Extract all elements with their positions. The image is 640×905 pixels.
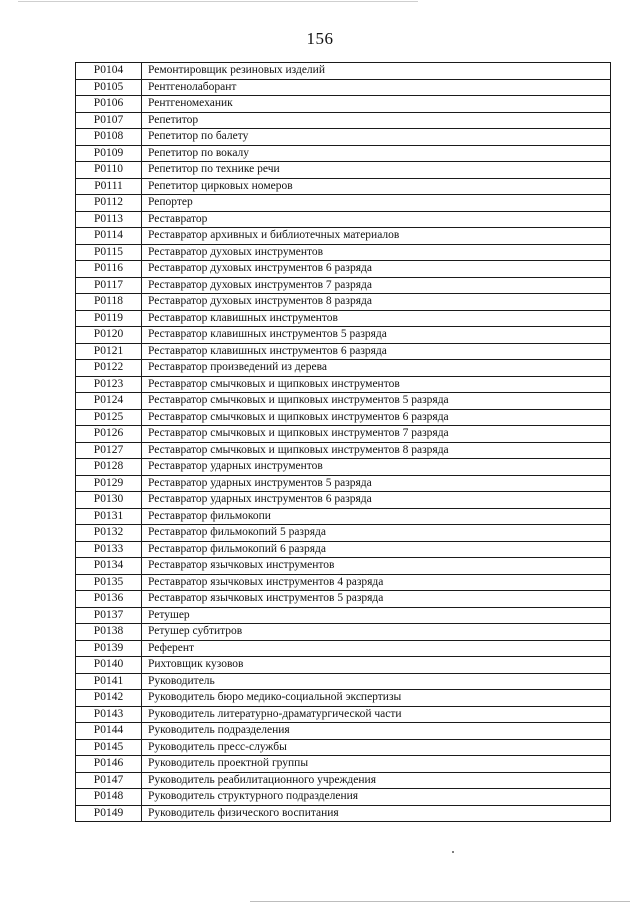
- table-row: [76, 624, 611, 641]
- occupation-name-cell: Референт: [142, 640, 611, 657]
- occupation-code-cell: P0142: [76, 690, 142, 707]
- occupation-code-cell: P0118: [76, 294, 142, 311]
- occupation-code-cell: P0139: [76, 640, 142, 657]
- occupation-code-cell: P0108: [76, 129, 142, 146]
- occupation-code-cell: P0128: [76, 459, 142, 476]
- occupation-name-cell: Реставратор клавишных инструментов: [142, 310, 611, 327]
- table-row: [76, 492, 611, 509]
- occupation-code-cell: P0120: [76, 327, 142, 344]
- occupation-code-cell: P0126: [76, 426, 142, 443]
- table-row: [76, 96, 611, 113]
- occupation-name-cell: Руководитель проектной группы: [142, 756, 611, 773]
- table-row: [76, 558, 611, 575]
- occupation-code-cell: P0135: [76, 574, 142, 591]
- occupation-name-cell: Ремонтировщик резиновых изделий: [142, 63, 611, 80]
- occupation-name-cell: Реставратор смычковых и щипковых инструментов 8 разряда: [142, 442, 611, 459]
- occupation-name-cell: Ретушер субтитров: [142, 624, 611, 641]
- occupation-name-cell: Ретушер: [142, 607, 611, 624]
- occupation-name-cell: Рихтовщик кузовов: [142, 657, 611, 674]
- occupation-code-cell: P0125: [76, 409, 142, 426]
- table-row: [76, 508, 611, 525]
- occupation-name-cell: Реставратор ударных инструментов 5 разряда: [142, 475, 611, 492]
- table-row: [76, 63, 611, 80]
- table-row: [76, 360, 611, 377]
- table-row: [76, 756, 611, 773]
- occupation-code-cell: P0111: [76, 178, 142, 195]
- occupation-name-cell: Реставратор смычковых и щипковых инструментов 5 разряда: [142, 393, 611, 410]
- table-row: [76, 294, 611, 311]
- occupation-name-cell: Руководитель: [142, 673, 611, 690]
- occupation-name-cell: Реставратор смычковых и щипковых инструментов: [142, 376, 611, 393]
- occupation-code-cell: P0140: [76, 657, 142, 674]
- table-row: [76, 112, 611, 129]
- occupation-name-cell: Репортер: [142, 195, 611, 212]
- occupation-code-cell: P0123: [76, 376, 142, 393]
- occupation-code-cell: P0149: [76, 805, 142, 822]
- scan-bottom-edge-line: [250, 901, 630, 902]
- table-row: [76, 162, 611, 179]
- table-row: [76, 772, 611, 789]
- occupation-name-cell: Реставратор смычковых и щипковых инструментов 6 разряда: [142, 409, 611, 426]
- occupation-name-cell: Реставратор язычковых инструментов 4 разряда: [142, 574, 611, 591]
- table-row: [76, 805, 611, 822]
- table-row: [76, 178, 611, 195]
- occupation-name-cell: Руководитель литературно-драматургической части: [142, 706, 611, 723]
- occupation-name-cell: Реставратор духовых инструментов 8 разряда: [142, 294, 611, 311]
- table-row: [76, 789, 611, 806]
- occupation-name-cell: Руководитель пресс-службы: [142, 739, 611, 756]
- table-row: [76, 310, 611, 327]
- table-row: [76, 195, 611, 212]
- occupation-code-cell: P0145: [76, 739, 142, 756]
- occupation-code-cell: P0117: [76, 277, 142, 294]
- occupation-code-cell: P0109: [76, 145, 142, 162]
- occupation-name-cell: Реставратор язычковых инструментов: [142, 558, 611, 575]
- page-number: 156: [306, 29, 334, 48]
- occupation-code-cell: P0144: [76, 723, 142, 740]
- occupation-code-cell: P0148: [76, 789, 142, 806]
- table-row: [76, 706, 611, 723]
- table-row: [76, 129, 611, 146]
- occupation-code-cell: P0133: [76, 541, 142, 558]
- occupation-code-cell: P0105: [76, 79, 142, 96]
- occupation-code-cell: P0106: [76, 96, 142, 113]
- table-row: [76, 690, 611, 707]
- table-row: [76, 261, 611, 278]
- occupation-code-cell: P0129: [76, 475, 142, 492]
- occupation-name-cell: Реставратор фильмокопий 6 разряда: [142, 541, 611, 558]
- table-row: [76, 459, 611, 476]
- occupation-name-cell: Реставратор духовых инструментов: [142, 244, 611, 261]
- occupation-code-cell: P0131: [76, 508, 142, 525]
- occupation-code-cell: P0113: [76, 211, 142, 228]
- occupation-name-cell: Реставратор клавишных инструментов 6 разряда: [142, 343, 611, 360]
- table-row: [76, 525, 611, 542]
- table-row: [76, 657, 611, 674]
- table-row: [76, 673, 611, 690]
- table-row: [76, 79, 611, 96]
- occupation-code-cell: P0141: [76, 673, 142, 690]
- occupation-code-cell: P0121: [76, 343, 142, 360]
- occupation-name-cell: Реставратор духовых инструментов 6 разряда: [142, 261, 611, 278]
- table-row: [76, 343, 611, 360]
- occupation-name-cell: Руководитель бюро медико-социальной экспертизы: [142, 690, 611, 707]
- occupation-code-cell: P0107: [76, 112, 142, 129]
- table-row: [76, 723, 611, 740]
- table-row: [76, 541, 611, 558]
- occupation-name-cell: Реставратор фильмокопи: [142, 508, 611, 525]
- occupation-code-table: [75, 62, 611, 822]
- scan-speck: [452, 851, 454, 853]
- occupation-name-cell: Реставратор архивных и библиотечных материалов: [142, 228, 611, 245]
- occupation-name-cell: Реставратор клавишных инструментов 5 разряда: [142, 327, 611, 344]
- table-row: [76, 228, 611, 245]
- table-row: [76, 475, 611, 492]
- occupation-name-cell: Реставратор ударных инструментов: [142, 459, 611, 476]
- occupation-code-cell: P0127: [76, 442, 142, 459]
- scan-top-edge-line: [18, 1, 418, 2]
- occupation-name-cell: Репетитор по балету: [142, 129, 611, 146]
- occupation-code-cell: P0138: [76, 624, 142, 641]
- occupation-name-cell: Рентгеномеханик: [142, 96, 611, 113]
- occupation-name-cell: Руководитель подразделения: [142, 723, 611, 740]
- table-row: [76, 376, 611, 393]
- occupation-code-cell: P0146: [76, 756, 142, 773]
- table-row: [76, 739, 611, 756]
- table-row: [76, 277, 611, 294]
- occupation-code-cell: P0114: [76, 228, 142, 245]
- table-row: [76, 574, 611, 591]
- occupation-name-cell: Реставратор духовых инструментов 7 разряда: [142, 277, 611, 294]
- table-row: [76, 426, 611, 443]
- table-row: [76, 244, 611, 261]
- occupation-code-cell: P0112: [76, 195, 142, 212]
- table-row: [76, 607, 611, 624]
- occupation-code-cell: P0132: [76, 525, 142, 542]
- occupation-code-cell: P0110: [76, 162, 142, 179]
- occupation-name-cell: Реставратор произведений из дерева: [142, 360, 611, 377]
- table-row: [76, 327, 611, 344]
- occupation-code-cell: P0137: [76, 607, 142, 624]
- occupation-code-cell: P0134: [76, 558, 142, 575]
- occupation-name-cell: Реставратор язычковых инструментов 5 разряда: [142, 591, 611, 608]
- table-body: [76, 63, 611, 822]
- occupation-code-cell: P0115: [76, 244, 142, 261]
- table-row: [76, 393, 611, 410]
- table-row: [76, 211, 611, 228]
- table-row: [76, 640, 611, 657]
- occupation-name-cell: Реставратор смычковых и щипковых инструментов 7 разряда: [142, 426, 611, 443]
- occupation-code-cell: P0119: [76, 310, 142, 327]
- occupation-name-cell: Репетитор цирковых номеров: [142, 178, 611, 195]
- occupation-name-cell: Рентгенолаборант: [142, 79, 611, 96]
- occupation-code-cell: P0104: [76, 63, 142, 80]
- occupation-code-cell: P0130: [76, 492, 142, 509]
- occupation-name-cell: Реставратор ударных инструментов 6 разряда: [142, 492, 611, 509]
- occupation-name-cell: Репетитор по технике речи: [142, 162, 611, 179]
- occupation-name-cell: Руководитель физического воспитания: [142, 805, 611, 822]
- occupation-code-cell: P0124: [76, 393, 142, 410]
- occupation-name-cell: Репетитор по вокалу: [142, 145, 611, 162]
- table-row: [76, 145, 611, 162]
- table-row: [76, 591, 611, 608]
- occupation-name-cell: Реставратор: [142, 211, 611, 228]
- occupation-code-cell: P0122: [76, 360, 142, 377]
- occupation-code-cell: P0116: [76, 261, 142, 278]
- occupation-name-cell: Руководитель реабилитационного учреждения: [142, 772, 611, 789]
- occupation-code-cell: P0143: [76, 706, 142, 723]
- occupation-name-cell: Руководитель структурного подразделения: [142, 789, 611, 806]
- occupation-code-cell: P0136: [76, 591, 142, 608]
- occupation-code-cell: P0147: [76, 772, 142, 789]
- occupation-name-cell: Реставратор фильмокопий 5 разряда: [142, 525, 611, 542]
- table-row: [76, 409, 611, 426]
- table-row: [76, 442, 611, 459]
- occupation-name-cell: Репетитор: [142, 112, 611, 129]
